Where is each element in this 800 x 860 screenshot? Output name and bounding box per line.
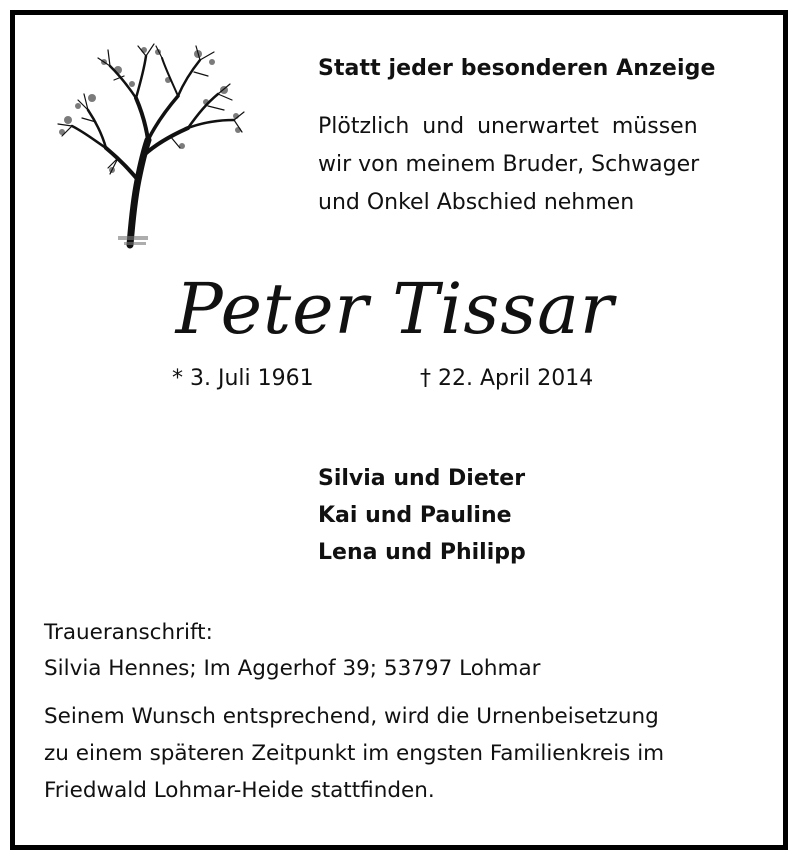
family-member: Kai und Pauline xyxy=(318,503,512,528)
deceased-name: Peter Tissar xyxy=(175,268,615,350)
intro-heading: Statt jeder besonderen Anzeige xyxy=(318,56,716,81)
intro-line: Plötzlich und unerwartet müssen xyxy=(318,114,698,139)
tree-icon xyxy=(48,40,248,250)
family-member: Lena und Philipp xyxy=(318,540,526,565)
wish-line: Seinem Wunsch entsprechend, wird die Urnenbeisetzung xyxy=(44,704,659,729)
wish-line: zu einem späteren Zeitpunkt im engsten Familienkreis im xyxy=(44,741,665,766)
intro-line: wir von meinem Bruder, Schwager xyxy=(318,152,700,177)
intro-line: und Onkel Abschied nehmen xyxy=(318,190,635,215)
birth-date: * 3. Juli 1961 xyxy=(172,366,314,391)
family-member: Silvia und Dieter xyxy=(318,466,526,491)
address-label: Traueranschrift: xyxy=(44,620,213,645)
mourning-address: Silvia Hennes; Im Aggerhof 39; 53797 Lohmar xyxy=(44,656,541,681)
wish-line: Friedwald Lohmar-Heide stattfinden. xyxy=(44,778,435,803)
death-date: † 22. April 2014 xyxy=(420,366,594,391)
